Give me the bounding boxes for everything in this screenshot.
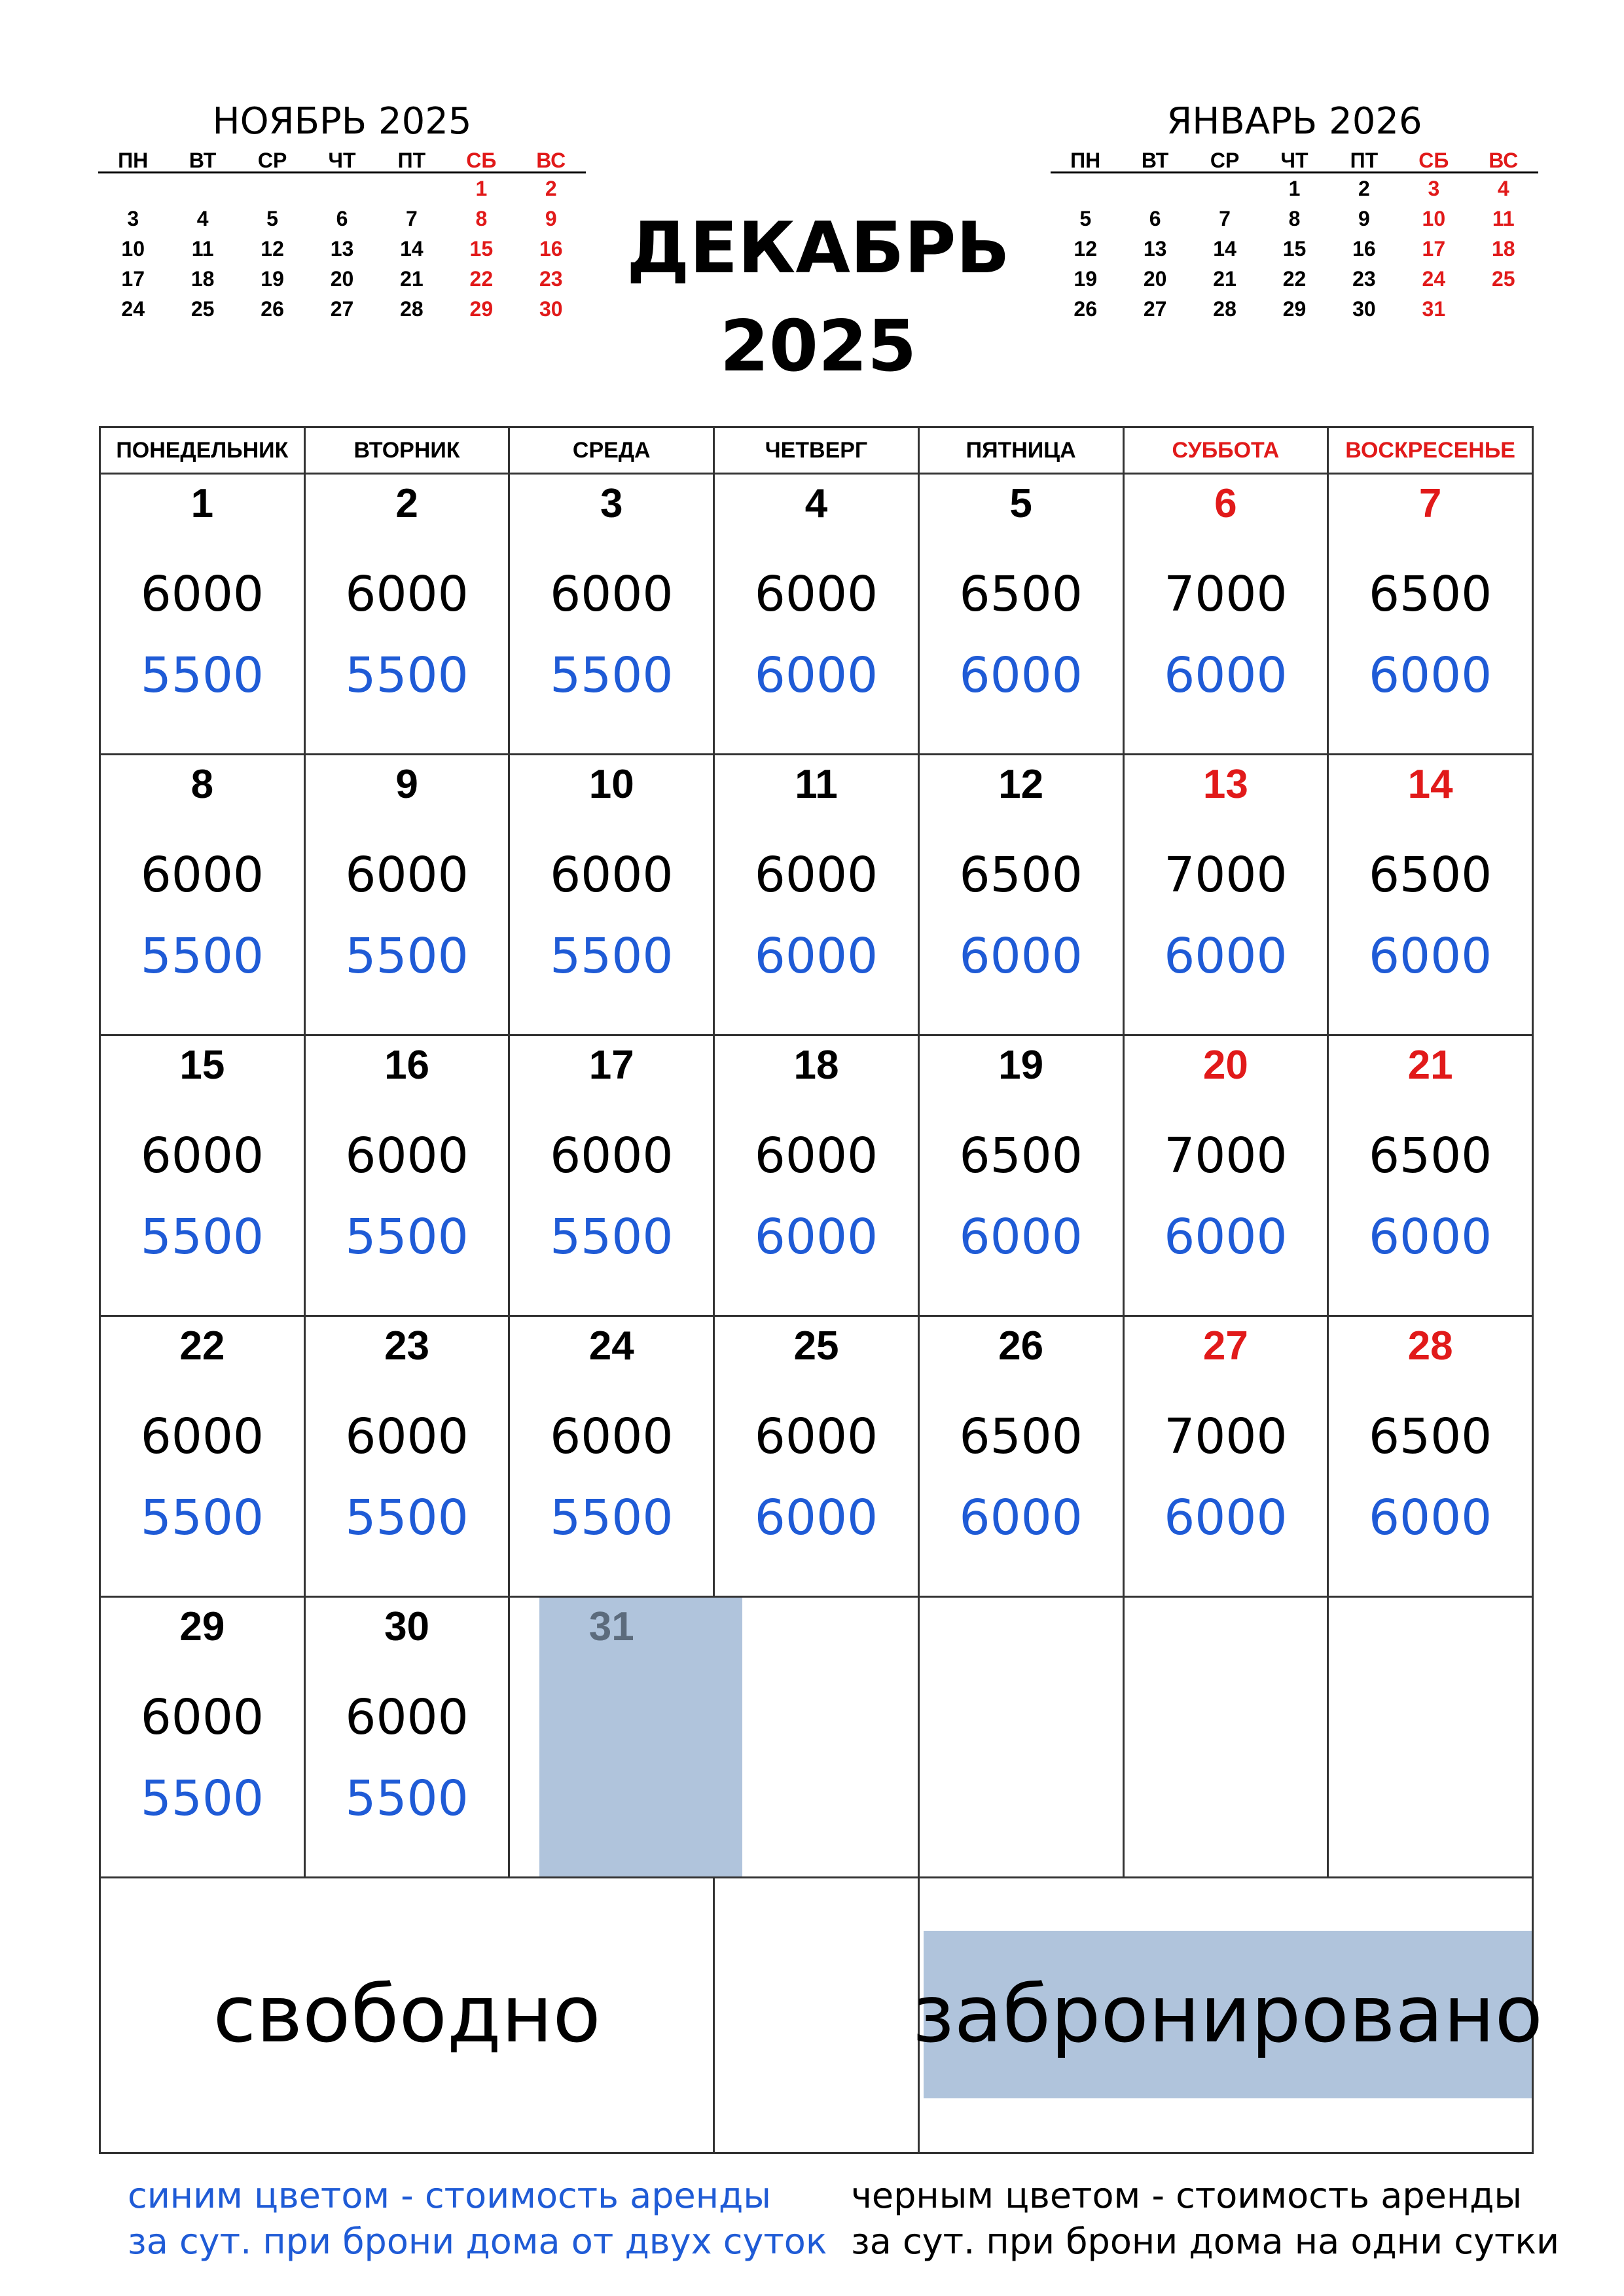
day-number: 21	[1407, 1043, 1453, 1088]
weekday-header: СУББОТА	[1123, 427, 1328, 474]
mini-day: 20	[330, 267, 354, 291]
mini-day: 20	[1143, 267, 1167, 291]
day-number: 1	[190, 481, 214, 526]
mini-day	[1051, 173, 1120, 204]
mini-day: 26	[261, 297, 284, 321]
mini-day: 8	[475, 207, 488, 230]
price-one-day: 6000	[550, 566, 674, 622]
title-year: 2025	[719, 306, 917, 387]
price-multi-day: 6000	[959, 928, 1083, 984]
price-multi-day: 6000	[1368, 647, 1492, 704]
mini-day: 28	[400, 297, 424, 321]
day-cell	[1328, 1316, 1533, 1597]
mini-day: 17	[1422, 237, 1446, 260]
mini-day: 24	[1422, 267, 1446, 291]
day-number: 6	[1214, 481, 1237, 526]
mini-calendar-title: ЯНВАРЬ 2026	[1166, 100, 1422, 143]
mini-day: 27	[1143, 297, 1167, 321]
day-number: 18	[793, 1043, 839, 1088]
price-one-day: 6000	[754, 566, 878, 622]
price-one-day: 6500	[959, 1408, 1083, 1465]
mini-week-row	[1051, 294, 1538, 324]
mini-day: 22	[469, 267, 494, 291]
mini-day: 3	[1428, 177, 1440, 200]
day-cell	[100, 755, 305, 1035]
price-multi-day: 5500	[550, 1490, 674, 1546]
mini-day: 16	[1352, 237, 1376, 260]
mini-day: 21	[1213, 267, 1236, 291]
mini-day: 24	[121, 297, 145, 321]
mini-day	[168, 173, 237, 204]
mini-weekday: ПН	[118, 149, 149, 172]
mini-calendar-title: НОЯБРЬ 2025	[212, 100, 472, 143]
mini-day	[1469, 294, 1538, 324]
mini-day: 27	[330, 297, 354, 321]
day-number: 26	[998, 1323, 1044, 1369]
day-cell	[509, 474, 714, 755]
day-number: 25	[793, 1323, 839, 1369]
mini-day: 15	[469, 237, 494, 260]
price-one-day: 7000	[1164, 566, 1288, 622]
mini-day: 14	[1213, 237, 1236, 260]
price-one-day: 6500	[1368, 1408, 1492, 1465]
day-number: 5	[1009, 481, 1032, 526]
mini-day: 7	[1219, 207, 1231, 230]
legend-booked-label: забронировано	[912, 1969, 1543, 2060]
price-one-day: 7000	[1164, 1408, 1288, 1465]
day-cell	[304, 755, 509, 1035]
mini-day: 25	[1491, 267, 1515, 291]
price-one-day: 6500	[1368, 1128, 1492, 1184]
day-number: 3	[600, 481, 623, 526]
day-number: 15	[179, 1043, 225, 1088]
day-cell	[304, 1035, 509, 1316]
weekday-header: ЧЕТВЕРГ	[714, 427, 919, 474]
price-one-day: 6000	[345, 1689, 469, 1746]
price-multi-day: 5500	[345, 1770, 469, 1827]
day-cell	[918, 474, 1123, 755]
mini-day: 9	[545, 207, 557, 230]
price-multi-day: 6000	[1164, 928, 1288, 984]
legend-spacer-cell	[714, 1878, 919, 2153]
day-number: 8	[190, 762, 214, 807]
price-multi-day: 5500	[345, 928, 469, 984]
mini-day: 29	[469, 297, 494, 321]
mini-weekday: ВС	[536, 149, 566, 172]
mini-day: 18	[190, 267, 215, 291]
day-cell	[1123, 755, 1328, 1035]
mini-day: 1	[475, 177, 488, 200]
price-multi-day: 5500	[550, 1209, 674, 1265]
day-cell	[509, 1035, 714, 1316]
price-one-day: 6000	[550, 1408, 674, 1465]
mini-day: 26	[1074, 297, 1097, 321]
day-cell	[509, 755, 714, 1035]
price-multi-day: 6000	[959, 1209, 1083, 1265]
day-cell	[304, 1316, 509, 1597]
mini-day: 2	[1358, 177, 1370, 200]
mini-day: 7	[406, 207, 418, 230]
mini-day: 21	[400, 267, 424, 291]
calendar-table	[99, 426, 1543, 2154]
mini-day: 4	[1497, 177, 1509, 200]
mini-calendar-grid	[98, 149, 586, 324]
legend-booked-swatch	[912, 1931, 1543, 2098]
mini-calendar-january	[1051, 98, 1538, 324]
day-cell	[1328, 1035, 1533, 1316]
mini-day: 12	[1074, 237, 1097, 260]
mini-day	[377, 173, 446, 204]
mini-week-row	[1051, 234, 1538, 264]
price-multi-day: 6000	[1164, 1490, 1288, 1546]
price-multi-day: 5500	[140, 928, 264, 984]
day-number: 14	[1407, 762, 1453, 807]
price-one-day: 6000	[345, 566, 469, 622]
day-number: 27	[1202, 1323, 1248, 1369]
week-row	[100, 1597, 1533, 1878]
price-one-day: 6500	[1368, 566, 1492, 622]
day-number: 30	[384, 1604, 430, 1649]
day-number: 24	[588, 1323, 634, 1369]
day-cell	[1328, 474, 1533, 755]
mini-weekday: ВТ	[1141, 149, 1169, 172]
price-one-day: 6000	[550, 847, 674, 903]
mini-day	[1120, 173, 1189, 204]
mini-weekday: ВТ	[189, 149, 217, 172]
legend-free-label: свободно	[213, 1969, 601, 2060]
mini-week-row	[98, 234, 586, 264]
mini-day: 14	[400, 237, 424, 260]
mini-day: 23	[1352, 267, 1376, 291]
day-number: 19	[998, 1043, 1044, 1088]
mini-week-row	[98, 173, 586, 204]
mini-day: 2	[545, 177, 557, 200]
mini-week-row	[1051, 173, 1538, 204]
day-cell	[1123, 1035, 1328, 1316]
mini-weekday: ВС	[1489, 149, 1519, 172]
price-one-day: 6500	[959, 1128, 1083, 1184]
price-multi-day: 5500	[140, 1770, 264, 1827]
day-number: 20	[1202, 1043, 1248, 1088]
mini-day: 10	[121, 237, 145, 260]
mini-day: 11	[1492, 207, 1515, 230]
day-number: 31	[588, 1604, 634, 1649]
note-blue-price	[128, 2173, 827, 2265]
mini-day: 3	[127, 207, 139, 230]
mini-week-row	[98, 204, 586, 234]
mini-weekday: СР	[257, 149, 287, 172]
empty-cell	[1123, 1597, 1328, 1878]
day-cell	[714, 1316, 919, 1597]
mini-week-row	[1051, 204, 1538, 234]
mini-day: 31	[1422, 297, 1446, 321]
day-number: 23	[384, 1323, 430, 1369]
price-multi-day: 5500	[345, 647, 469, 704]
note-line: черным цветом - стоимость аренды	[851, 2175, 1523, 2216]
note-line: за сут. при брони дома от двух суток	[128, 2221, 827, 2262]
mini-day: 29	[1282, 297, 1307, 321]
day-cell	[918, 1035, 1123, 1316]
price-one-day: 6000	[140, 1128, 264, 1184]
mini-weekday: СБ	[1418, 149, 1449, 172]
week-row	[100, 755, 1533, 1035]
mini-weekday: ПН	[1070, 149, 1101, 172]
day-number: 11	[795, 762, 838, 807]
mini-day: 19	[1074, 267, 1097, 291]
price-multi-day: 6000	[1368, 928, 1492, 984]
mini-day: 25	[190, 297, 215, 321]
price-one-day: 7000	[1164, 1128, 1288, 1184]
mini-day: 6	[1149, 207, 1161, 230]
mini-day: 28	[1213, 297, 1236, 321]
price-multi-day: 6000	[959, 647, 1083, 704]
mini-day: 30	[1352, 297, 1376, 321]
mini-week-row	[1051, 264, 1538, 294]
mini-day: 8	[1288, 207, 1301, 230]
day-number: 2	[395, 481, 418, 526]
mini-day: 15	[1282, 237, 1307, 260]
weekday-header: ВТОРНИК	[304, 427, 509, 474]
mini-day	[238, 173, 307, 204]
price-one-day: 6000	[754, 847, 878, 903]
weekday-header-row	[100, 427, 1533, 474]
mini-day: 22	[1282, 267, 1307, 291]
price-multi-day: 6000	[1164, 1209, 1288, 1265]
empty-cell	[1328, 1597, 1533, 1878]
legend-free-cell	[100, 1878, 714, 2153]
mini-day	[98, 173, 168, 204]
note-line: синим цветом - стоимость аренды	[128, 2175, 771, 2216]
week-row	[100, 1035, 1533, 1316]
day-cell	[100, 474, 305, 755]
mini-day: 18	[1491, 237, 1515, 260]
day-number: 22	[179, 1323, 225, 1369]
price-multi-day: 6000	[754, 647, 878, 704]
mini-day: 19	[261, 267, 284, 291]
price-one-day: 6000	[345, 1128, 469, 1184]
day-cell	[304, 474, 509, 755]
mini-calendar-weekday-header	[1051, 149, 1538, 172]
mini-day: 13	[330, 237, 354, 260]
price-multi-day: 6000	[1368, 1209, 1492, 1265]
week-row	[100, 474, 1533, 755]
mini-weekday: ПТ	[397, 149, 426, 172]
day-cell-booked	[509, 1597, 714, 1878]
price-one-day: 6000	[345, 847, 469, 903]
day-cell	[918, 755, 1123, 1035]
price-multi-day: 5500	[345, 1209, 469, 1265]
mini-weekday: СБ	[466, 149, 497, 172]
mini-day: 5	[266, 207, 278, 230]
day-number: 17	[588, 1043, 634, 1088]
mini-weekday: ЧТ	[328, 149, 356, 172]
day-cell	[1123, 1316, 1328, 1597]
day-cell	[100, 1316, 305, 1597]
day-cell	[1328, 755, 1533, 1035]
price-multi-day: 5500	[140, 1209, 264, 1265]
day-number: 12	[998, 762, 1044, 807]
mini-day: 10	[1422, 207, 1446, 230]
day-number: 10	[588, 762, 634, 807]
price-multi-day: 5500	[140, 647, 264, 704]
day-cell	[509, 1316, 714, 1597]
price-one-day: 6000	[550, 1128, 674, 1184]
legend-booked-cell	[912, 1878, 1543, 2153]
weekday-header: ПОНЕДЕЛЬНИК	[100, 427, 305, 474]
mini-day	[307, 173, 376, 204]
day-cell	[918, 1316, 1123, 1597]
price-one-day: 6500	[1368, 847, 1492, 903]
price-multi-day: 6000	[959, 1490, 1083, 1546]
price-one-day: 6000	[345, 1408, 469, 1465]
day-cell	[714, 474, 919, 755]
day-cell	[714, 1035, 919, 1316]
mini-week-row	[98, 294, 586, 324]
mini-calendar-days	[98, 173, 586, 324]
mini-weekday: ЧТ	[1280, 149, 1308, 172]
price-one-day: 6500	[959, 847, 1083, 903]
price-multi-day: 6000	[754, 928, 878, 984]
note-line: за сут. при брони дома на одни сутки	[851, 2221, 1560, 2262]
price-one-day: 6000	[140, 847, 264, 903]
price-multi-day: 5500	[345, 1490, 469, 1546]
mini-day: 12	[261, 237, 284, 260]
mini-day: 4	[196, 207, 209, 230]
day-cell	[714, 755, 919, 1035]
day-number: 28	[1407, 1323, 1453, 1369]
title-month: ДЕКАБРЬ	[626, 207, 1010, 289]
calendar-body	[100, 474, 1533, 1878]
price-multi-day: 6000	[1368, 1490, 1492, 1546]
price-multi-day: 5500	[140, 1490, 264, 1546]
mini-day: 5	[1079, 207, 1092, 230]
mini-week-row	[98, 264, 586, 294]
mini-weekday: ПТ	[1350, 149, 1379, 172]
mini-day: 6	[336, 207, 348, 230]
empty-cell	[714, 1597, 919, 1878]
day-number: 9	[395, 762, 418, 807]
day-number: 7	[1418, 481, 1442, 526]
price-one-day: 6000	[140, 1408, 264, 1465]
price-one-day: 6000	[140, 566, 264, 622]
price-multi-day: 6000	[754, 1490, 878, 1546]
price-one-day: 6000	[140, 1689, 264, 1746]
mini-day: 9	[1358, 207, 1370, 230]
mini-day: 16	[539, 237, 563, 260]
price-multi-day: 6000	[754, 1209, 878, 1265]
mini-calendar-november	[98, 98, 586, 324]
price-one-day: 6000	[754, 1408, 878, 1465]
day-cell	[100, 1035, 305, 1316]
day-cell	[304, 1597, 509, 1878]
mini-weekday: СР	[1210, 149, 1240, 172]
price-multi-day: 5500	[550, 928, 674, 984]
weekday-header: ВОСКРЕСЕНЬЕ	[1328, 427, 1533, 474]
mini-calendar-weekday-header	[98, 149, 586, 172]
mini-day: 30	[539, 297, 563, 321]
mini-day: 17	[121, 267, 145, 291]
legend-row	[100, 1878, 1533, 2153]
mini-calendar-grid	[1051, 149, 1538, 324]
price-one-day: 6500	[959, 566, 1083, 622]
mini-day: 13	[1143, 237, 1167, 260]
mini-day	[1190, 173, 1259, 204]
day-number: 29	[179, 1604, 225, 1649]
weekday-header: ПЯТНИЦА	[918, 427, 1123, 474]
day-cell	[1123, 474, 1328, 755]
day-number: 4	[804, 481, 828, 526]
mini-calendar-days	[1051, 173, 1538, 324]
price-one-day: 7000	[1164, 847, 1288, 903]
weekday-header: СРЕДА	[509, 427, 714, 474]
mini-day: 1	[1288, 177, 1301, 200]
mini-day: 11	[191, 237, 214, 260]
mini-day: 23	[539, 267, 563, 291]
day-number: 13	[1202, 762, 1248, 807]
week-row	[100, 1316, 1533, 1597]
price-multi-day: 6000	[1164, 647, 1288, 704]
december-calendar	[99, 426, 1543, 2154]
price-multi-day: 5500	[550, 647, 674, 704]
price-one-day: 6000	[754, 1128, 878, 1184]
page-title	[615, 200, 1021, 396]
empty-cell	[918, 1597, 1123, 1878]
day-number: 16	[384, 1043, 430, 1088]
note-black-price	[851, 2173, 1559, 2265]
day-cell	[100, 1597, 305, 1878]
